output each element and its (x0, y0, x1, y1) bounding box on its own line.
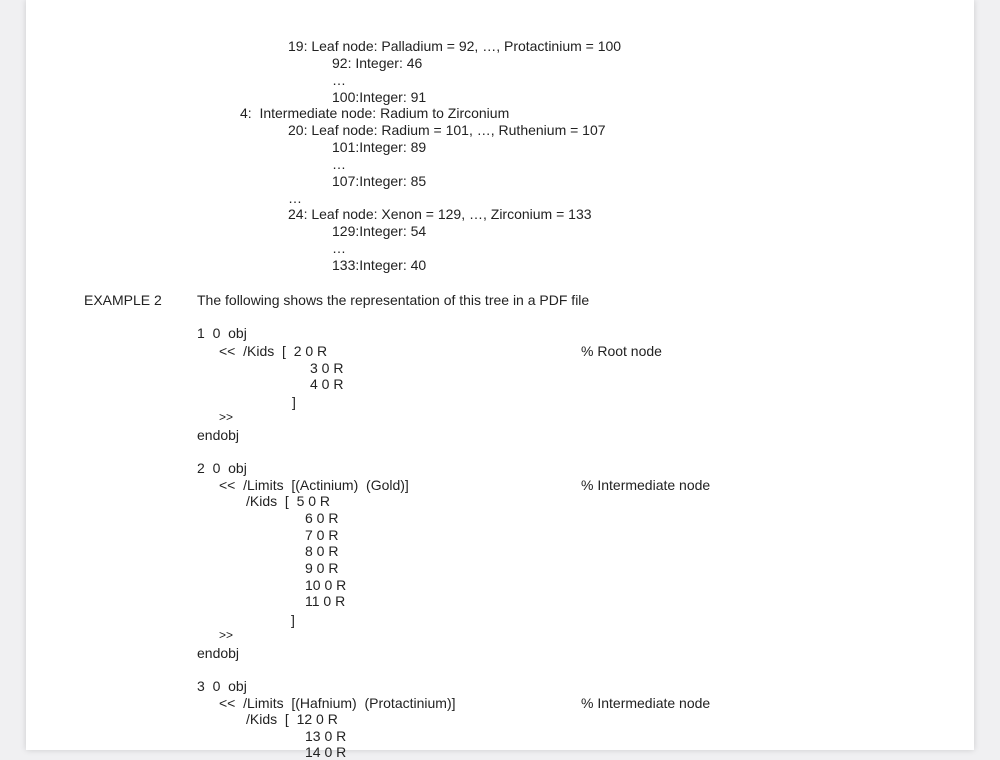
code-obj2-kid: 8 0 R (305, 543, 339, 559)
code-obj2-limits: << /Limits [(Actinium) (Gold)] (219, 477, 409, 493)
code-obj2-end-dict: >> (219, 628, 234, 642)
code-obj2-head: 2 0 obj (197, 460, 247, 476)
tree-line-integer-133: 133:Integer: 40 (332, 257, 427, 273)
tree-line-intermediate-4: 4: Intermediate node: Radium to Zirconium (240, 105, 510, 121)
code-obj2-kid: 7 0 R (305, 527, 339, 543)
code-obj2-comment: % Intermediate node (581, 477, 711, 493)
tree-line-integer-129: 129:Integer: 54 (332, 223, 427, 239)
example-text: The following shows the representation of this tree in a PDF file (197, 292, 590, 308)
document-page (26, 0, 974, 760)
code-obj2-kid: 6 0 R (305, 510, 339, 526)
code-obj2-kid: 9 0 R (305, 560, 339, 576)
tree-line-integer-107: 107:Integer: 85 (332, 173, 427, 189)
code-obj2-kid: 11 0 R (305, 593, 346, 609)
code-obj3-kid: 14 0 R (305, 744, 347, 760)
code-obj2-close: ] (291, 612, 295, 628)
tree-line-ellipsis: … (332, 72, 346, 88)
tree-line-ellipsis: … (332, 240, 346, 256)
code-obj1-kid: 3 0 R (310, 360, 344, 376)
code-obj1-endobj: endobj (197, 427, 240, 443)
code-obj1-kids: << /Kids [ 2 0 R (219, 343, 328, 359)
tree-line-integer-101: 101:Integer: 89 (332, 139, 427, 155)
code-obj2-kid: 10 0 R (305, 577, 347, 593)
tree-line-leaf-20: 20: Leaf node: Radium = 101, …, Ruthenium = 107 (288, 122, 606, 138)
code-obj2-kids: /Kids [ 5 0 R (246, 493, 331, 509)
code-obj3-head: 3 0 obj (197, 678, 247, 694)
tree-line-integer-92: 92: Integer: 46 (332, 55, 423, 71)
code-obj1-kid: 4 0 R (310, 376, 344, 392)
tree-line-integer-100: 100:Integer: 91 (332, 89, 427, 105)
code-obj3-comment: % Intermediate node (581, 695, 711, 711)
code-obj1-comment: % Root node (581, 343, 662, 359)
code-obj1-head: 1 0 obj (197, 325, 247, 341)
tree-line-leaf-19: 19: Leaf node: Palladium = 92, …, Protactinium = 100 (288, 38, 622, 54)
code-obj2-endobj: endobj (197, 645, 240, 661)
code-obj1-close: ] (292, 394, 296, 410)
example-label: EXAMPLE 2 (84, 292, 162, 308)
code-obj3-limits: << /Limits [(Hafnium) (Protactinium)] (219, 695, 456, 711)
code-obj3-kid: 13 0 R (305, 728, 347, 744)
tree-line-leaf-24: 24: Leaf node: Xenon = 129, …, Zirconium = 133 (288, 206, 592, 222)
tree-line-ellipsis: … (288, 190, 302, 206)
tree-line-ellipsis: … (332, 156, 346, 172)
code-obj3-kids: /Kids [ 12 0 R (246, 711, 338, 727)
code-obj1-end-dict: >> (219, 410, 234, 424)
